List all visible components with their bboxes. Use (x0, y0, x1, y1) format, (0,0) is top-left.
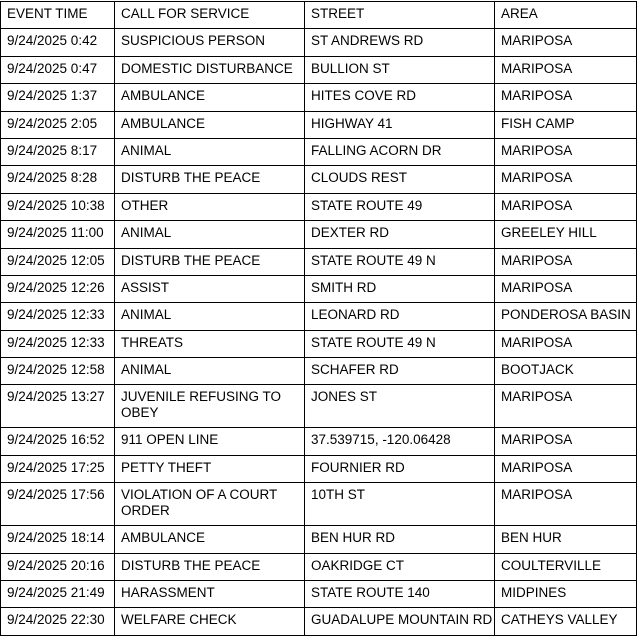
table-row (1, 428, 637, 455)
area-cell: COULTERVILLE (495, 553, 637, 580)
table-row (1, 166, 637, 193)
table-row (1, 84, 637, 111)
table-row (1, 483, 637, 526)
area-cell: MARIPOSA (495, 275, 637, 302)
area-cell: BOOTJACK (495, 358, 637, 385)
event-time-cell: 9/24/2025 2:05 (1, 111, 115, 138)
call-for-service-cell: AMBULANCE (115, 111, 305, 138)
call-log-sheet (0, 1, 637, 636)
event-time-cell: 9/24/2025 18:14 (1, 526, 115, 553)
event-time-cell: 9/24/2025 0:42 (1, 29, 115, 56)
event-time-cell: 9/24/2025 10:38 (1, 193, 115, 220)
street-cell: STATE ROUTE 49 N (305, 330, 495, 357)
call-for-service-cell: DISTURB THE PEACE (115, 166, 305, 193)
call-for-service-cell: WELFARE CHECK (115, 608, 305, 635)
area-cell: MARIPOSA (495, 385, 637, 428)
street-cell: FOURNIER RD (305, 455, 495, 482)
area-cell: MIDPINES (495, 581, 637, 608)
call-for-service-cell: DISTURB THE PEACE (115, 248, 305, 275)
area-cell: GREELEY HILL (495, 221, 637, 248)
event-time-cell: 9/24/2025 17:56 (1, 483, 115, 526)
street-cell: 10TH ST (305, 483, 495, 526)
call-for-service-cell: HARASSMENT (115, 581, 305, 608)
header-area: AREA (495, 2, 637, 29)
table-row (1, 275, 637, 302)
area-cell: MARIPOSA (495, 248, 637, 275)
event-time-cell: 9/24/2025 12:05 (1, 248, 115, 275)
call-for-service-cell: THREATS (115, 330, 305, 357)
area-cell: MARIPOSA (495, 138, 637, 165)
table-row (1, 303, 637, 330)
call-for-service-cell: JUVENILE REFUSING TO OBEY (115, 385, 305, 428)
call-for-service-cell: ASSIST (115, 275, 305, 302)
table-row (1, 111, 637, 138)
street-cell: FALLING ACORN DR (305, 138, 495, 165)
street-cell: CLOUDS REST (305, 166, 495, 193)
street-cell: STATE ROUTE 140 (305, 581, 495, 608)
event-time-cell: 9/24/2025 11:00 (1, 221, 115, 248)
table-row (1, 358, 637, 385)
call-for-service-cell: ANIMAL (115, 221, 305, 248)
header-call-for-service: CALL FOR SERVICE (115, 2, 305, 29)
street-cell: BEN HUR RD (305, 526, 495, 553)
area-cell: MARIPOSA (495, 56, 637, 83)
table-row (1, 330, 637, 357)
street-cell: SMITH RD (305, 275, 495, 302)
call-for-service-cell: AMBULANCE (115, 84, 305, 111)
table-row (1, 608, 637, 635)
call-for-service-cell: SUSPICIOUS PERSON (115, 29, 305, 56)
table-row (1, 138, 637, 165)
event-time-cell: 9/24/2025 21:49 (1, 581, 115, 608)
call-for-service-cell: PETTY THEFT (115, 455, 305, 482)
event-time-cell: 9/24/2025 8:17 (1, 138, 115, 165)
table-row (1, 248, 637, 275)
event-time-cell: 9/24/2025 0:47 (1, 56, 115, 83)
street-cell: STATE ROUTE 49 N (305, 248, 495, 275)
area-cell: MARIPOSA (495, 455, 637, 482)
event-time-cell: 9/24/2025 17:25 (1, 455, 115, 482)
call-for-service-cell: DISTURB THE PEACE (115, 553, 305, 580)
area-cell: MARIPOSA (495, 330, 637, 357)
street-cell: STATE ROUTE 49 (305, 193, 495, 220)
event-time-cell: 9/24/2025 22:30 (1, 608, 115, 635)
event-time-cell: 9/24/2025 8:28 (1, 166, 115, 193)
call-for-service-cell: ANIMAL (115, 303, 305, 330)
street-cell: GUADALUPE MOUNTAIN RD (305, 608, 495, 635)
table-row (1, 193, 637, 220)
street-cell: DEXTER RD (305, 221, 495, 248)
header-event-time: EVENT TIME (1, 2, 115, 29)
street-cell: JONES ST (305, 385, 495, 428)
header-row (1, 2, 637, 29)
street-cell: HIGHWAY 41 (305, 111, 495, 138)
table-row (1, 581, 637, 608)
street-cell: LEONARD RD (305, 303, 495, 330)
event-time-cell: 9/24/2025 16:52 (1, 428, 115, 455)
table-row (1, 553, 637, 580)
call-for-service-cell: VIOLATION OF A COURT ORDER (115, 483, 305, 526)
table-row (1, 29, 637, 56)
area-cell: MARIPOSA (495, 84, 637, 111)
table-row (1, 385, 637, 428)
event-time-cell: 9/24/2025 20:16 (1, 553, 115, 580)
event-time-cell: 9/24/2025 12:58 (1, 358, 115, 385)
area-cell: FISH CAMP (495, 111, 637, 138)
call-log-table (0, 1, 637, 636)
street-cell: SCHAFER RD (305, 358, 495, 385)
area-cell: MARIPOSA (495, 428, 637, 455)
event-time-cell: 9/24/2025 1:37 (1, 84, 115, 111)
street-cell: BULLION ST (305, 56, 495, 83)
event-time-cell: 9/24/2025 12:26 (1, 275, 115, 302)
call-for-service-cell: ANIMAL (115, 138, 305, 165)
area-cell: MARIPOSA (495, 193, 637, 220)
area-cell: MARIPOSA (495, 483, 637, 526)
table-row (1, 56, 637, 83)
call-for-service-cell: 911 OPEN LINE (115, 428, 305, 455)
call-for-service-cell: ANIMAL (115, 358, 305, 385)
area-cell: MARIPOSA (495, 29, 637, 56)
call-for-service-cell: DOMESTIC DISTURBANCE (115, 56, 305, 83)
event-time-cell: 9/24/2025 12:33 (1, 303, 115, 330)
table-row (1, 526, 637, 553)
table-row (1, 455, 637, 482)
table-row (1, 221, 637, 248)
street-cell: 37.539715, -120.06428 (305, 428, 495, 455)
event-time-cell: 9/24/2025 12:33 (1, 330, 115, 357)
street-cell: OAKRIDGE CT (305, 553, 495, 580)
street-cell: HITES COVE RD (305, 84, 495, 111)
call-for-service-cell: OTHER (115, 193, 305, 220)
area-cell: PONDEROSA BASIN (495, 303, 637, 330)
header-street: STREET (305, 2, 495, 29)
call-for-service-cell: AMBULANCE (115, 526, 305, 553)
event-time-cell: 9/24/2025 13:27 (1, 385, 115, 428)
area-cell: BEN HUR (495, 526, 637, 553)
area-cell: MARIPOSA (495, 166, 637, 193)
table-body (1, 29, 637, 635)
street-cell: ST ANDREWS RD (305, 29, 495, 56)
area-cell: CATHEYS VALLEY (495, 608, 637, 635)
